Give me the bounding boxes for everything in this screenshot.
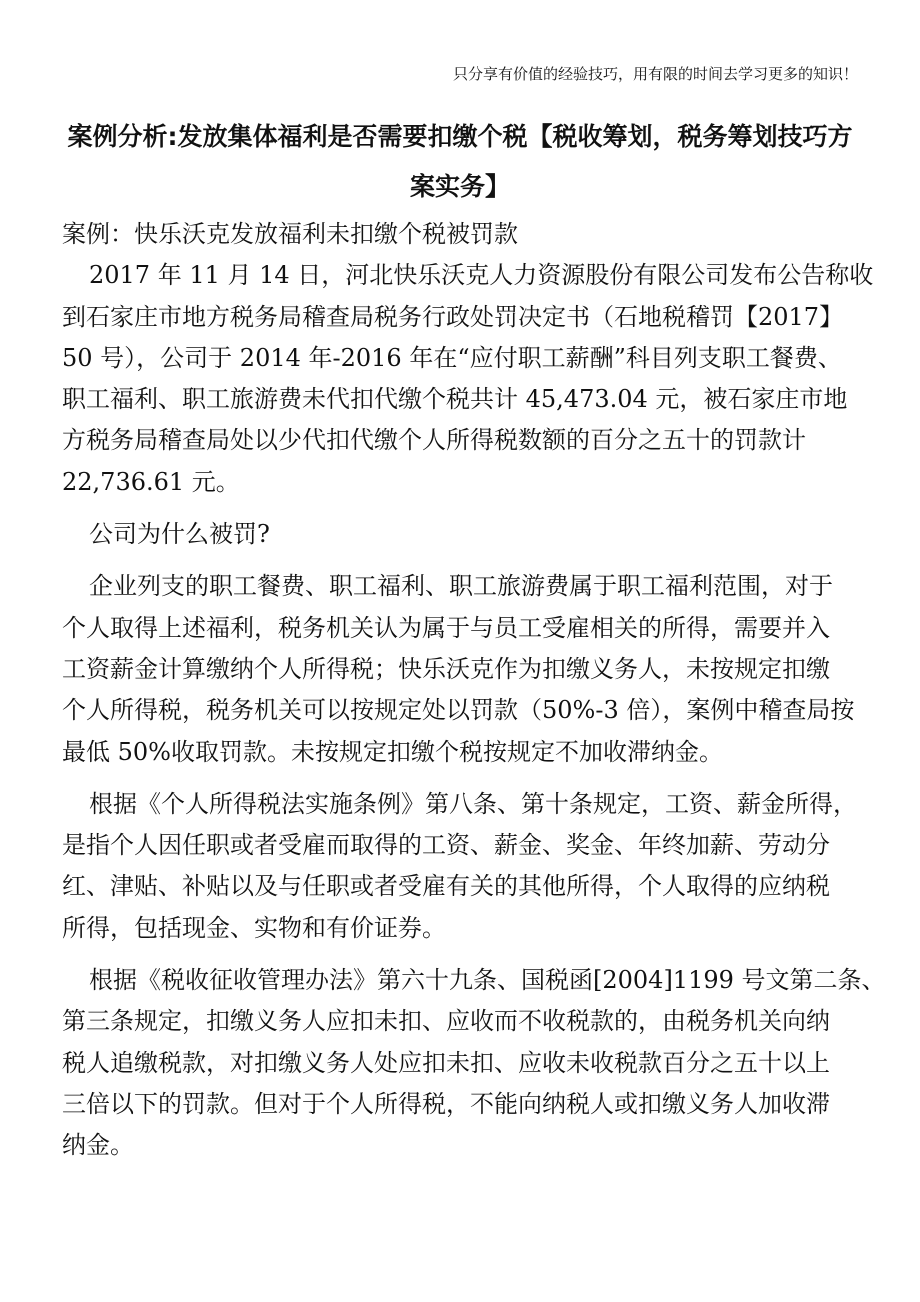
paragraph-line: 红、津贴、补贴以及与任职或者受雇有关的其他所得，个人取得的应纳税 (62, 872, 830, 901)
document-body (62, 214, 886, 1167)
paragraph-line: 工资薪金计算缴纳个人所得税；快乐沃克作为扣缴义务人，未按规定扣缴 (62, 654, 830, 683)
paragraph-line: 方税务局稽查局处以少代扣代缴个人所得税数额的百分之五十的罚款计 (62, 426, 806, 455)
paragraph-line: 税人追缴税款，对扣缴义务人处应扣未扣、应收未收税款百分之五十以上 (62, 1048, 830, 1077)
paragraph-line: 企业列支的职工餐费、职工福利、职工旅游费属于职工福利范围，对于 (89, 572, 833, 601)
paragraph-line: 所得，包括现金、实物和有价证券。 (62, 913, 446, 942)
paragraph-line: 个人取得上述福利，税务机关认为属于与员工受雇相关的所得，需要并入 (62, 613, 830, 642)
paragraph (62, 255, 874, 503)
title-line: 案例分析:发放集体福利是否需要扣缴个税【税收筹划，税务筹划技巧方 (67, 122, 853, 151)
paragraph-line: 是指个人因任职或者受雇而取得的工资、薪金、奖金、年终加薪、劳动分 (62, 831, 830, 860)
case-subtitle: 案例：快乐沃克发放福利未扣缴个税被罚款 (62, 220, 518, 248)
paragraph (62, 566, 862, 772)
paragraph-line: 第三条规定，扣缴义务人应扣未扣、应收而不收税款的，由税务机关向纳 (62, 1007, 830, 1036)
paragraph-line: 公司为什么被罚? (89, 520, 270, 549)
header-slogan: 只分享有价值的经验技巧，用有限的时间去学习更多的知识！ (452, 65, 858, 83)
paragraph-line: 最低 50%收取罚款。未按规定扣缴个税按规定不加收滞纳金。 (62, 737, 723, 766)
paragraph (62, 784, 862, 949)
title-line: 案实务】 (409, 172, 510, 201)
paragraph-line: 三倍以下的罚款。但对于个人所得税，不能向纳税人或扣缴义务人加收滞 (62, 1089, 830, 1118)
paragraph (62, 514, 862, 555)
document-title (60, 112, 860, 212)
paragraph-line: 根据《个人所得税法实施条例》第八条、第十条规定，工资、薪金所得， (89, 789, 857, 818)
paragraph (62, 960, 886, 1166)
paragraph-line: 2017 年 11 月 14 日，河北快乐沃克人力资源股份有限公司发布公告称收 (89, 261, 874, 290)
paragraph-line: 个人所得税，税务机关可以按规定处以罚款（50%-3 倍），案例中稽查局按 (62, 696, 855, 725)
paragraph-line: 根据《税收征收管理办法》第六十九条、国税函[2004]1199 号文第二条、 (89, 966, 886, 995)
paragraph-line: 职工福利、职工旅游费未代扣代缴个税共计 45,473.04 元，被石家庄市地 (62, 385, 848, 414)
paragraph-line: 22,736.61 元。 (62, 467, 240, 496)
paragraph-line: 50 号），公司于 2014 年-2016 年在“应付职工薪酬”科目列支职工餐费、 (62, 343, 842, 372)
paragraph-line: 纳金。 (62, 1131, 134, 1160)
paragraph-line: 到石家庄市地方税务局稽查局税务行政处罚决定书（石地税稽罚【2017】 (62, 302, 844, 331)
